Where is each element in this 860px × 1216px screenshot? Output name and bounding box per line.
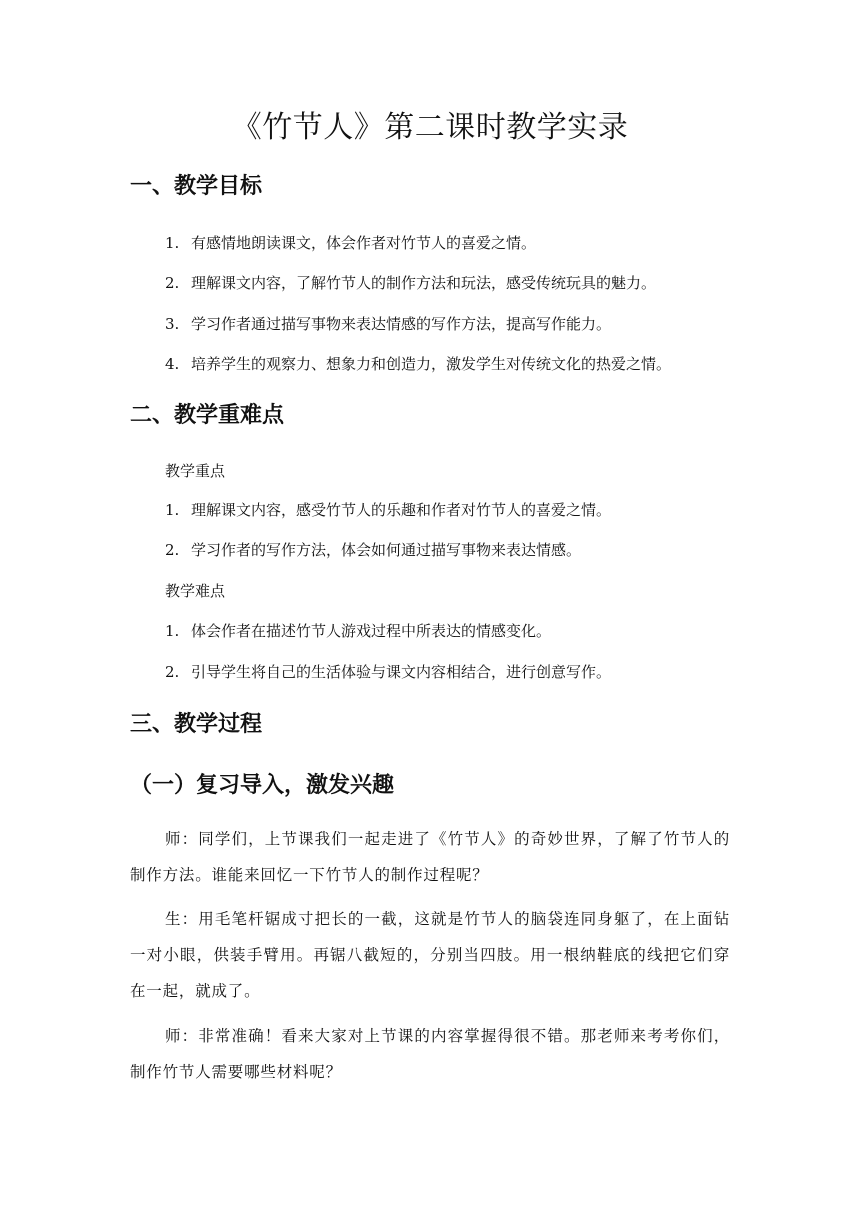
list-item (165, 272, 656, 294)
dialogue-paragraph: 师：非常准确！看来大家对上节课的内容掌握得很不错。那老师来考考你们，制作竹节人需要哪些材料呢？ (130, 1027, 730, 1081)
list-item-number: 4. (165, 355, 180, 373)
list-item (165, 353, 671, 375)
document-title: 《竹节人》第二课时教学实录 (231, 110, 629, 145)
list-item-number: 3. (165, 315, 180, 333)
dialogue-paragraph: 生：用毛笔杆锯成寸把长的一截，这就是竹节人的脑袋连同身躯了，在上面钻一对小眼，供装手臂用。再锯八截短的，分别当四肢。用一根纳鞋底的线把它们穿在一起，就成了。 (130, 910, 730, 1000)
list-item (165, 661, 611, 683)
list-item-number: 1. (165, 622, 180, 640)
list-item-number: 2. (165, 541, 180, 559)
list-item-number: 2. (165, 274, 180, 292)
list-item (165, 620, 551, 642)
list-item (165, 313, 611, 335)
list-item (165, 499, 611, 521)
section-heading-key-points: 二、教学重难点 (130, 403, 285, 428)
list-item-text: 理解课文内容，感受竹节人的乐趣和作者对竹节人的喜爱之情。 (191, 501, 612, 519)
list-item-text: 学习作者的写作方法，体会如何通过描写事物来表达情感。 (191, 541, 582, 559)
list-item-text: 培养学生的观察力、想象力和创造力，激发学生对传统文化的热爱之情。 (191, 355, 672, 373)
list-item-text: 学习作者通过描写事物来表达情感的写作方法，提高写作能力。 (191, 315, 612, 333)
dialogue-paragraph: 师：同学们，上节课我们一起走进了《竹节人》的奇妙世界，了解了竹节人的制作方法。谁能来回忆一下竹节人的制作过程呢？ (130, 830, 730, 884)
list-item-text: 理解课文内容，了解竹节人的制作方法和玩法，感受传统玩具的魅力。 (191, 274, 657, 292)
subsection-heading-review: （一）复习导入，激发兴趣 (130, 772, 395, 798)
list-item-number: 2. (165, 663, 180, 681)
list-item-text: 体会作者在描述竹节人游戏过程中所表达的情感变化。 (191, 622, 552, 640)
section-heading-objectives: 一、教学目标 (130, 174, 263, 199)
list-item-number: 1. (165, 234, 180, 252)
list-item-text: 有感情地朗读课文，体会作者对竹节人的喜爱之情。 (191, 234, 537, 252)
list-item-text: 引导学生将自己的生活体验与课文内容相结合，进行创意写作。 (191, 663, 612, 681)
key-points-label: 教学重点 (165, 462, 226, 480)
list-item-number: 1. (165, 501, 180, 519)
list-item (165, 232, 536, 254)
difficult-points-label: 教学难点 (165, 582, 226, 600)
section-heading-process: 三、教学过程 (130, 712, 263, 737)
list-item (165, 539, 581, 561)
